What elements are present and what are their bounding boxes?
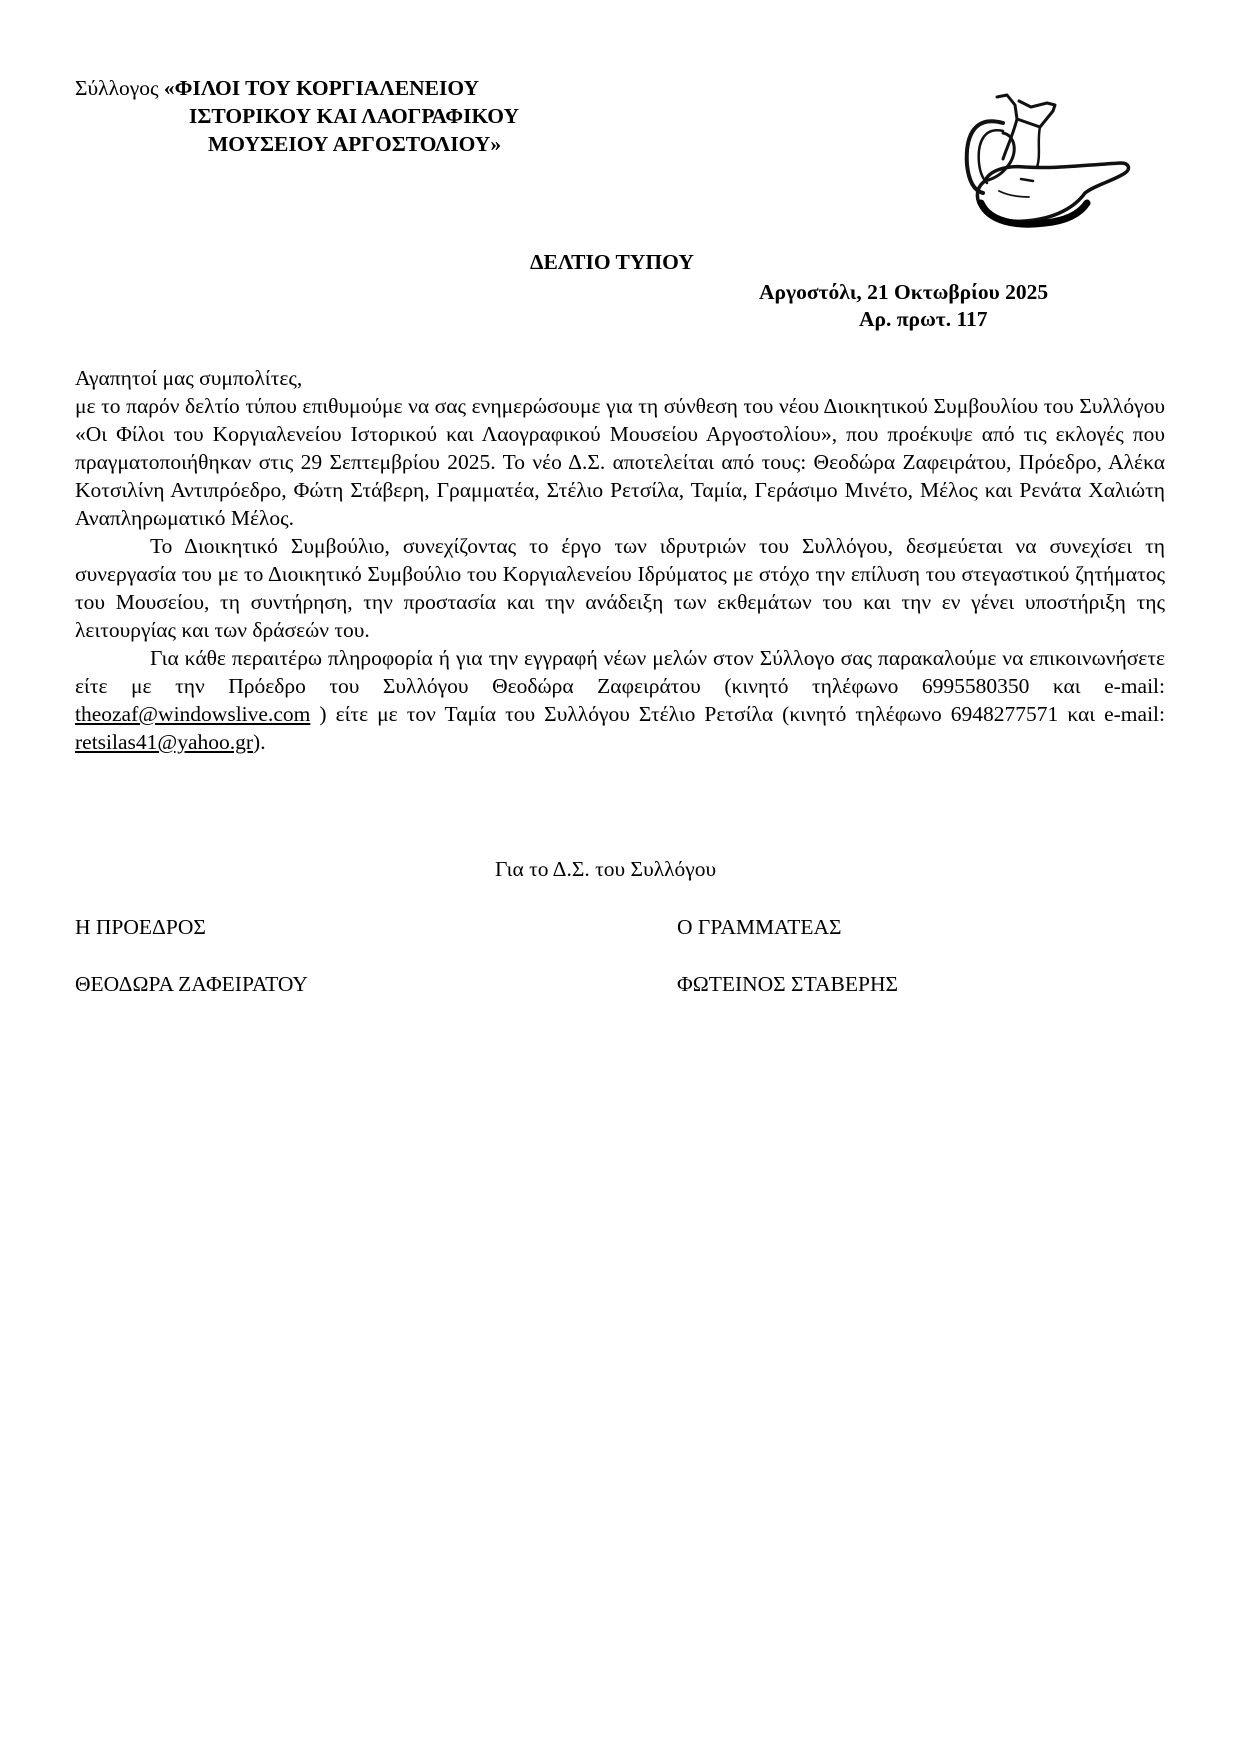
signature-secretary-name: ΦΩΤΕΙΝΟΣ ΣΤΑΒΕΡΗΣ <box>677 972 898 996</box>
org-line-2: ΙΣΤΟΡΙΚΟΥ ΚΑΙ ΛΑΟΓΡΑΦΙΚΟΥ <box>189 104 519 128</box>
org-line-3: ΜΟΥΣΕΙΟΥ ΑΡΓΟΣΤΟΛΙΟΥ» <box>208 132 502 156</box>
signature-secretary-role: Ο ΓΡΑΜΜΑΤΕΑΣ <box>677 915 842 939</box>
paragraph-board-commitment: Το Διοικητικό Συμβούλιο, συνεχίζοντας το έργο των ιδρυτριών του Συλλόγου, δεσμεύεται να συνεχίσει τη συνεργασία του με το Διοικητικό Συμβούλιο του Κοργιαλενείου Ιδρύματος με στόχο την επίλυση του στεγαστικού ζητήματος του Μουσείου, τη συντήρηση, την προστασία και την ανάδειξη των εκθεμάτων του και την εν γένει υποστήριξη της λειτουργίας και των δράσεών του. <box>75 534 1165 642</box>
email-link-treasurer[interactable]: retsilas41@yahoo.gr <box>75 730 254 754</box>
signature-president-role: Η ΠΡΟΕΔΡΟΣ <box>75 915 206 939</box>
organization-name <box>75 74 519 158</box>
dateline: Αργοστόλι, 21 Οκτωβρίου 2025 <box>759 280 1049 304</box>
org-line-1: «ΦΙΛΟΙ ΤΟΥ ΚΟΡΓΙΑΛΕΝΕΙΟΥ <box>163 76 480 100</box>
protocol-number: Αρ. πρωτ. 117 <box>859 307 988 331</box>
signature-president-name: ΘΕΟΔΩΡΑ ΖΑΦΕΙΡΑΤΟΥ <box>75 972 308 996</box>
org-prefix: Σύλλογος <box>75 76 164 100</box>
greeting: Αγαπητοί μας συμπολίτες, <box>75 366 303 390</box>
signature-intro: Για το Δ.Σ. του Συλλόγου <box>495 857 717 881</box>
paragraph-board-composition: με το παρόν δελτίο τύπου επιθυμούμε να σας ενημερώσουμε για τη σύνθεση του νέου Διοικητικού Συμβουλίου του Συλλόγου «Οι Φίλοι του Κοργιαλενείου Ιστορικού και Λαογραφικού Μουσείου Αργοστολίου», που προέκυψε από τις εκλογές που πραγματοποιήθηκαν στις 29 Σεπτεμβρίου 2025. Το νέο Δ.Σ. αποτελείται από τους: Θεοδώρα Ζαφειράτου, Πρόεδρο, Αλέκα Κοτσιλίνη Αντιπρόεδρο, Φώτη Στάβερη, Γραμματέα, Στέλιο Ρετσίλα, Ταμία, Γεράσιμο Μινέτο, Μέλος και Ρενάτα Χαλιώτη Αναπληρωματικό Μέλος. <box>75 394 1165 530</box>
document-title: ΔΕΛΤΙΟ ΤΥΠΟΥ <box>530 250 694 274</box>
press-release-body <box>75 364 1165 756</box>
email-link-president[interactable]: theozaf@windowslive.com <box>75 702 311 726</box>
paragraph-contact-info: Για κάθε περαιτέρω πληροφορία ή για την εγγραφή νέων μελών στον Σύλλογο σας παρακαλούμε να επικοινωνήσετε είτε με την Πρόεδρο του Συλλόγου Θεοδώρα Ζαφειράτου (κινητό τηλέφωνο 6995580350 και e-mail: theozaf@windowslive.com ) είτε με τον Ταμία του Συλλόγου Στέλιο Ρετσίλα (κινητό τηλέφωνο 6948277571 και e-mail: retsilas41@yahoo.gr). <box>75 646 1165 754</box>
oil-jug-drawing-icon <box>945 75 1145 240</box>
